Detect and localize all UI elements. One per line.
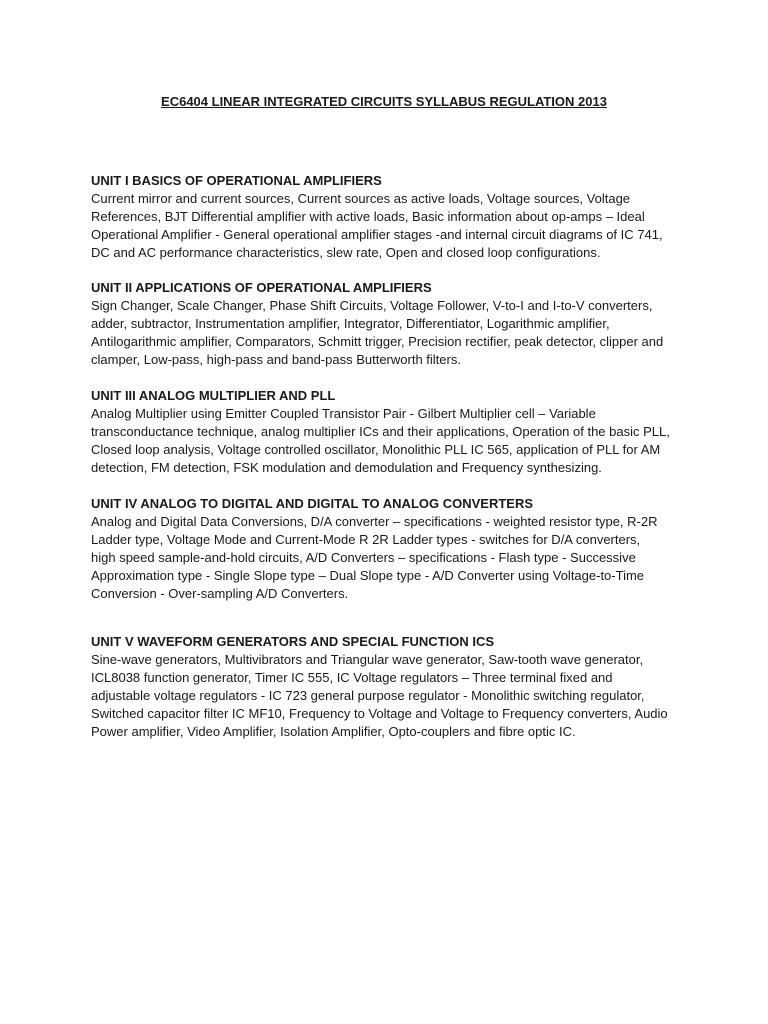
unit-text-line: detection, FM detection, FSK modulation and demodulation and Frequency synthesizing.	[91, 460, 602, 475]
unit-section-2	[91, 279, 691, 369]
unit-text-line: Analog and Digital Data Conversions, D/A converter – specifications - weighted resistor type, R-2R	[91, 514, 658, 529]
unit-text-line: high speed sample-and-hold circuits, A/D Converters – specifications - Flash type - Successive	[91, 550, 636, 565]
unit-text-line: Sine-wave generators, Multivibrators and Triangular wave generator, Saw-tooth wave generator,	[91, 652, 644, 667]
unit-text-line: Operational Amplifier - General operational amplifier stages -and internal circuit diagrams of IC 741,	[91, 227, 663, 242]
unit-section-3	[91, 387, 691, 477]
unit-text-line: Sign Changer, Scale Changer, Phase Shift Circuits, Voltage Follower, V-to-I and I-to-V converters,	[91, 298, 653, 313]
unit-text-line: Antilogarithmic amplifier, Comparators, Schmitt trigger, Precision rectifier, peak detector, clipper and	[91, 334, 664, 349]
unit-text-line: Current mirror and current sources, Current sources as active loads, Voltage sources, Voltage	[91, 191, 631, 206]
unit-text-line: Switched capacitor filter IC MF10, Frequency to Voltage and Voltage to Frequency converters, Audio	[91, 706, 668, 721]
unit-text-line: Closed loop analysis, Voltage controlled oscillator, Monolithic PLL IC 565, application of PLL for AM	[91, 442, 661, 457]
unit-text-line: adjustable voltage regulators - IC 723 general purpose regulator - Monolithic switching regulator,	[91, 688, 645, 703]
unit-text-line: transconductance technique, analog multiplier ICs and their applications, Operation of the basic PLL,	[91, 424, 670, 439]
unit-text-line: Ladder type, Voltage Mode and Current-Mode R 2R Ladder types - switches for D/A converters,	[91, 532, 641, 547]
unit-heading: UNIT II APPLICATIONS OF OPERATIONAL AMPLIFIERS	[91, 280, 432, 295]
unit-text-line: adder, subtractor, Instrumentation amplifier, Integrator, Differentiator, Logarithmic amplifier,	[91, 316, 610, 331]
unit-heading: UNIT V WAVEFORM GENERATORS AND SPECIAL FUNCTION ICS	[91, 634, 495, 649]
unit-heading: UNIT IV ANALOG TO DIGITAL AND DIGITAL TO ANALOG CONVERTERS	[91, 496, 534, 511]
unit-section-5	[91, 633, 691, 741]
unit-heading: UNIT III ANALOG MULTIPLIER AND PLL	[91, 388, 336, 403]
unit-text-line: Power amplifier, Video Amplifier, Isolation Amplifier, Opto-couplers and fibre optic IC.	[91, 724, 576, 739]
unit-text-line: ICL8038 function generator, Timer IC 555, IC Voltage regulators – Three terminal fixed and	[91, 670, 613, 685]
document-title: EC6404 LINEAR INTEGRATED CIRCUITS SYLLABUS REGULATION 2013	[161, 94, 607, 109]
unit-text-line: clamper, Low-pass, high-pass and band-pass Butterworth filters.	[91, 352, 461, 367]
unit-text-line: DC and AC performance characteristics, slew rate, Open and closed loop configurations.	[91, 245, 601, 260]
unit-text-line: Analog Multiplier using Emitter Coupled Transistor Pair - Gilbert Multiplier cell – Variable	[91, 406, 596, 421]
unit-section-1	[91, 172, 691, 262]
unit-section-4	[91, 495, 691, 603]
unit-text-line: Approximation type - Single Slope type – Dual Slope type - A/D Converter using Voltage-to-Time	[91, 568, 645, 583]
unit-text-line: Conversion - Over-sampling A/D Converters.	[91, 586, 349, 601]
unit-text-line: References, BJT Differential amplifier with active loads, Basic information about op-amps – Ideal	[91, 209, 645, 224]
unit-heading: UNIT I BASICS OF OPERATIONAL AMPLIFIERS	[91, 173, 382, 188]
